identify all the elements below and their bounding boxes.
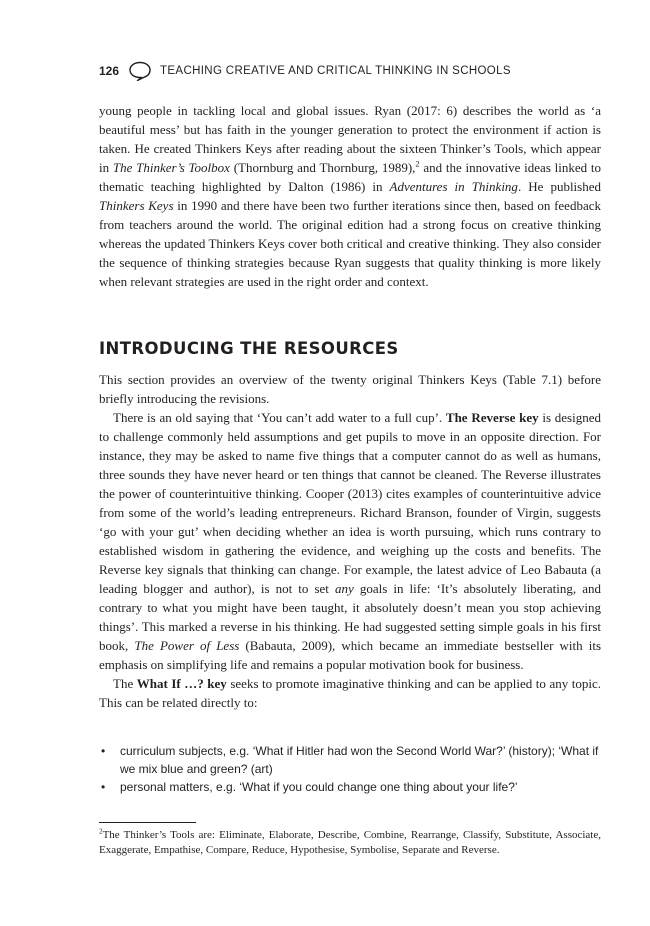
section-paragraph-2 [99,408,601,674]
running-title: TEACHING CREATIVE AND CRITICAL THINKING IN SCHOOLS [160,65,511,77]
section-paragraph-3 [99,674,601,712]
running-head [99,61,511,81]
text-run: (Babauta, 2009), which became an immediate bestseller with its emphasis on simplifying life and remains a popular motivation book for business. [99,638,602,672]
text-run: young people in tackling local and global issues. Ryan (2017: 6) describes the world as ‘a beautiful mess’ but has faith in the younger generation to protect the environment if action is taken. He created Thinkers Keys after reading about the sixteen Thinker’s Tools, which appear in [99,103,601,175]
book-title: Adventures in Thinking [389,179,518,194]
footnote-text: The Thinker’s Tools are: Eliminate, Elaborate, Describe, Combine, Rearrange, Classify, Substitute, Associate, Exaggerate, Empathise, Compare, Reduce, Hypothesise, Symbolise, Separate and Reverse. [99,829,601,856]
footnote [99,828,601,858]
text-run: goals in life: ‘It’s absolutely liberating, and contrary to what you might have been taught, it absolutely doesn’t mean you stop achieving things’. This marked a reverse in his thinking. He had suggested setting simple goals in his first book, [99,581,601,653]
list-item-text: personal matters, e.g. ‘What if you could change one thing about your life?’ [120,780,518,794]
key-term: What If …? key [136,676,227,691]
speech-bubble-icon [128,61,152,81]
text-run: (Thornburg and Thornburg, 1989), [229,160,416,175]
text-run: The [113,676,137,691]
list-item [99,778,601,796]
book-title: The Power of Less [134,638,240,653]
book-title: Thinkers Keys [99,198,174,213]
book-title: The Thinker’s Toolbox [112,160,230,175]
section-paragraph-1: This section provides an overview of the twenty original Thinkers Keys (Table 7.1) before briefly introducing the revisions. [99,372,601,406]
footnote-marker: 2 [99,827,103,836]
list-item-text: curriculum subjects, e.g. ‘What if Hitler had won the Second World War?’ (history); ‘What if we mix blue and green? (art) [120,744,599,776]
footnote-divider [99,822,196,823]
text-run: seeks to promote imaginative thinking and can be applied to any topic. This can be related directly to: [99,676,601,710]
intro-text-block [99,101,601,291]
bullet-icon: • [101,744,106,758]
section-text-block [99,370,601,712]
bullet-list [99,742,601,796]
bullet-icon: • [101,780,106,794]
footnote-ref: 2 [415,158,420,169]
section-heading: INTRODUCING THE RESOURCES [99,339,399,358]
key-term: The Reverse key [445,410,539,425]
text-run: and the innovative ideas linked to thematic teaching highlighted by Dalton (1986) in [99,160,602,194]
text-run: There is an old saying that ‘You can’t add water to a full cup’. [113,410,446,425]
text-run: . He published [517,179,601,194]
list-item [99,742,601,778]
emphasis: any [334,581,354,596]
intro-paragraph [99,101,601,291]
text-run: in 1990 and there have been two further iterations since then, based on feedback from teachers around the world. The original edition had a strong focus on creative thinking whereas the updated Thinkers Keys cover both critical and creative thinking. They also consider the sequence of thinking strategies because Ryan suggests that quality thinking is more likely when relevant strategies are used in the right order and context. [99,198,601,289]
text-run: is designed to challenge commonly held assumptions and get pupils to move in an opposite direction. For instance, they may be asked to name five things that a computer cannot do as well as humans, three sounds they have never heard or ten things that cannot be cleaned. The Reverse illustrates the power of counterintuitive thinking. Cooper (2013) cites examples of counterintuitive advice from some of the world’s leading entrepreneurs. Richard Branson, founder of Virgin, suggests ‘go with your gut’ when deciding whether an idea is worth pursuing, which runs contrary to established wisdom in gathering the evidence, and weighing up the costs and benefits. The Reverse key signals that thinking can change. For example, the latest advice of Leo Babauta (a leading blogger and author), is not to set [99,410,601,596]
page-number: 126 [99,64,120,78]
